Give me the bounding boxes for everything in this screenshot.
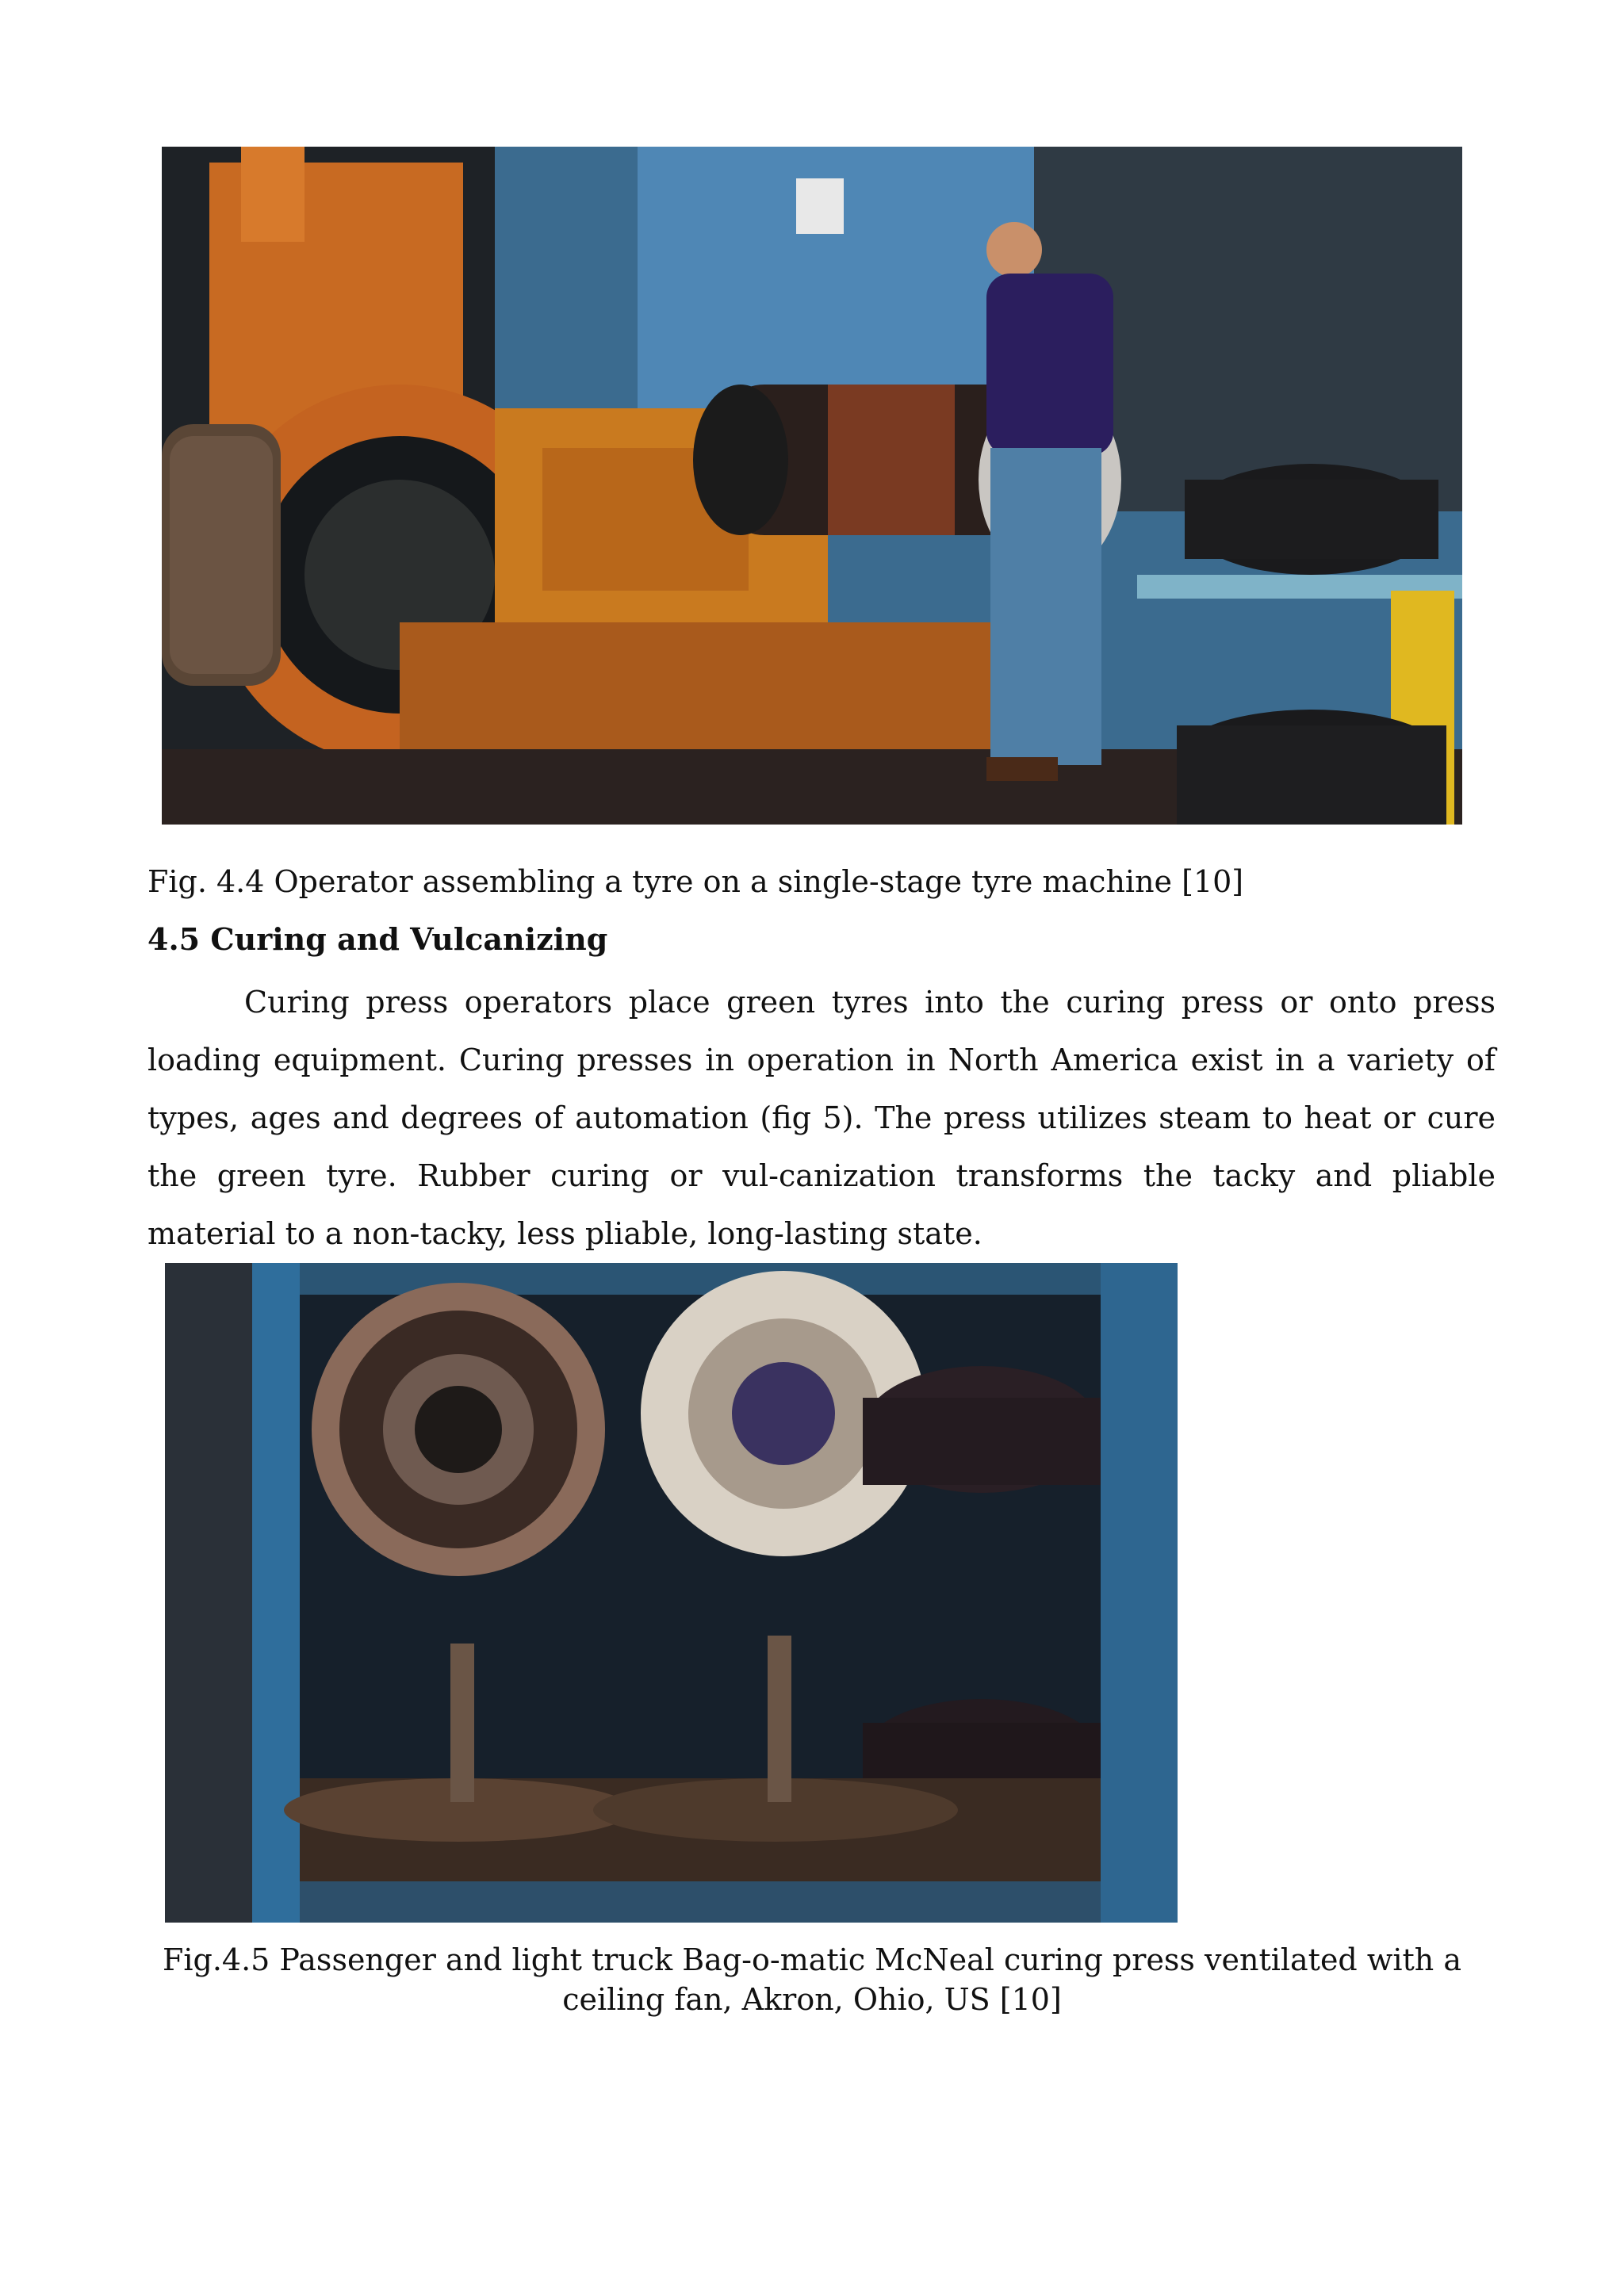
figure-4-4-photo: [162, 147, 1462, 825]
section-paragraph: Curing press operators place green tyres into the curing press or onto press loading equipment. Curing presses in operation in North America exist in a variety of types, ages and degrees of automation (fig 5). The press utilizes steam to heat or cure the green tyre. Rubber curing or vul-canization transforms the tacky and pliable material to a non-tacky, less pliable, long-lasting state.: [147, 985, 1496, 1251]
figure-4-5-photo: [165, 1263, 1178, 1923]
figure-4-5-caption: Fig.4.5 Passenger and light truck Bag-o-matic McNeal curing press ventilated with a ceiling fan, Akron, Ohio, US [10]: [162, 1942, 1461, 2017]
section-heading: 4.5 Curing and Vulcanizing: [147, 921, 608, 957]
figure-4-4-caption: Fig. 4.4 Operator assembling a tyre on a single-stage tyre machine [10]: [147, 864, 1244, 899]
